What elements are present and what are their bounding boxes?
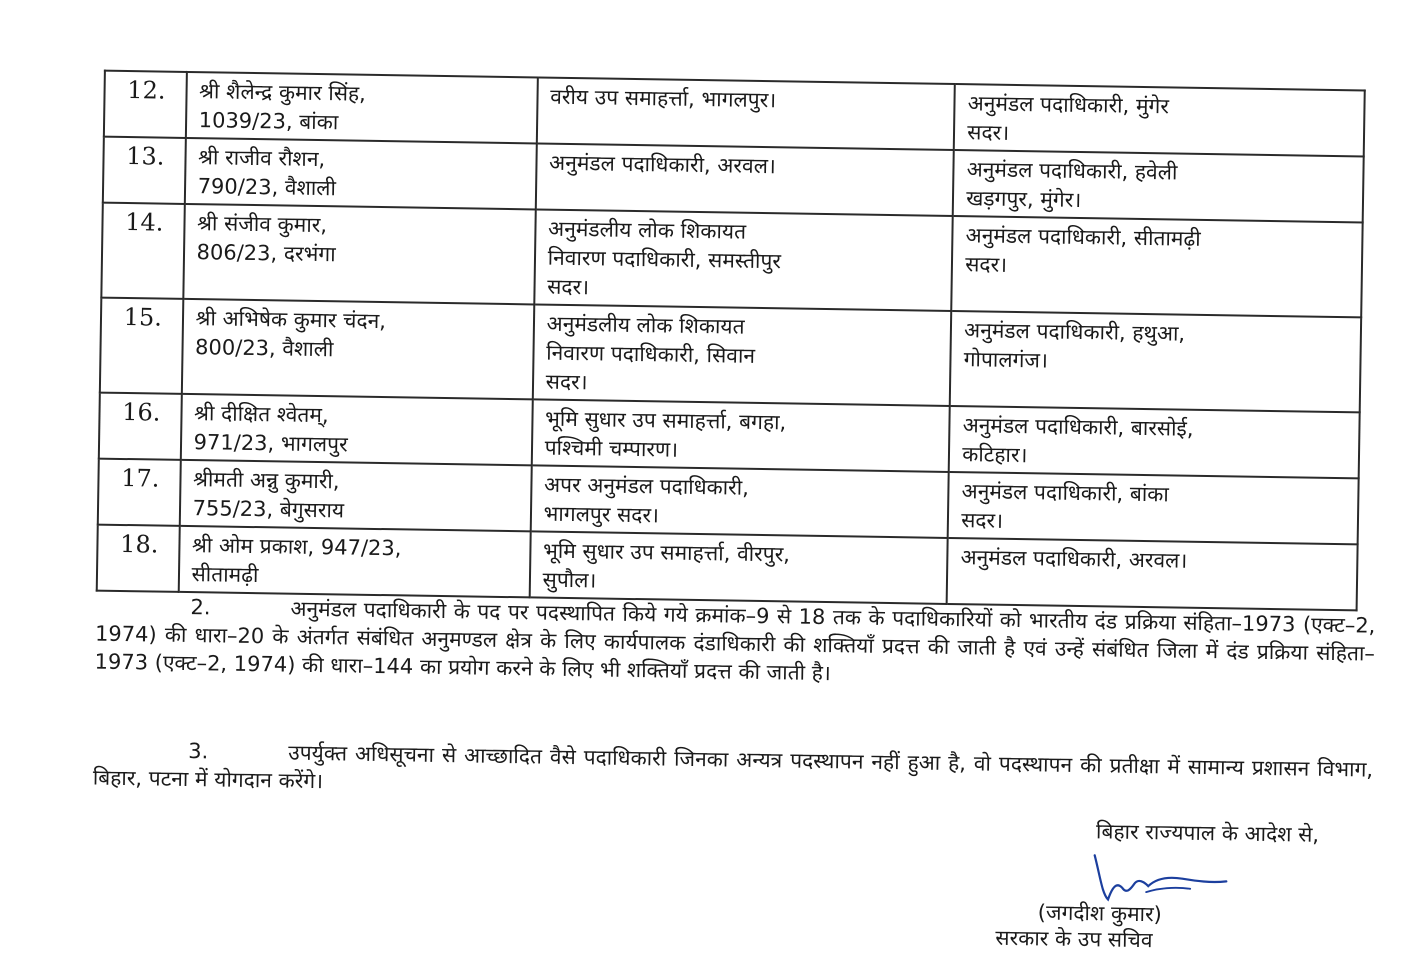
- current-post-cell-line: सुपौल।: [542, 567, 597, 593]
- new-post-cell: [947, 538, 1358, 610]
- row-number: 15.: [100, 298, 183, 394]
- new-post-cell-line: सदर।: [967, 120, 1010, 145]
- new-post-cell-line: अनुमंडल पदाधिकारी, हथुआ,: [963, 318, 1186, 346]
- new-post-cell-line: अनुमंडल पदाधिकारी, सीतामढ़ी: [965, 223, 1201, 251]
- current-post-cell: [530, 465, 949, 538]
- current-post-cell-line: सदर।: [545, 369, 588, 395]
- officer-name-cell: [185, 72, 537, 144]
- officer-name-cell-line: 806/23, दरभंगा: [196, 240, 336, 267]
- new-post-cell-line: अनुमंडल पदाधिकारी, मुंगेर: [967, 91, 1170, 119]
- current-post-cell: [535, 143, 954, 216]
- officer-name-cell-line: श्री शैलेन्द्र कुमार सिंह,: [198, 79, 367, 106]
- paragraph-3-number: 3.: [188, 739, 209, 764]
- row-number: 14.: [101, 203, 184, 299]
- new-post-cell: [948, 472, 1359, 544]
- new-post-cell: [951, 216, 1362, 317]
- current-post-cell: [536, 77, 955, 150]
- new-post-cell: [949, 406, 1360, 478]
- officer-name-cell: [179, 460, 531, 532]
- officer-name-cell-line: श्रीमती अन्नु कुमारी,: [192, 467, 340, 494]
- officer-name-cell-line: 790/23, वैशाली: [197, 174, 337, 201]
- order-line: बिहार राज्यपाल के आदेश से,: [1095, 819, 1320, 847]
- current-post-cell-line: निवारण पदाधिकारी, सिवान: [545, 340, 756, 368]
- current-post-cell-line: भागलपुर सदर।: [543, 501, 660, 528]
- new-post-cell-line: सदर।: [965, 252, 1008, 277]
- officer-name-cell: [180, 394, 532, 466]
- current-post-cell-line: निवारण पदाधिकारी, समस्तीपुर: [547, 245, 782, 274]
- officer-name-cell-line: श्री ओम प्रकाश, 947/23,: [191, 533, 402, 561]
- current-post-cell-line: भूमि सुधार उप समाहर्त्ता, वीरपुर,: [542, 538, 791, 567]
- officer-name-cell-line: 1039/23, बांका: [198, 108, 339, 135]
- current-post-cell-line: अनुमंडल पदाधिकारी, अरवल।: [548, 150, 777, 179]
- posting-table-body: [97, 71, 1365, 611]
- officer-name-cell-line: 971/23, भागलपुर: [193, 430, 348, 457]
- new-post-cell-line: अनुमंडल पदाधिकारी, बारसोई,: [962, 413, 1194, 441]
- current-post-cell: [532, 304, 951, 406]
- row-number: 13.: [103, 137, 186, 204]
- new-post-cell-line: अनुमंडल पदाधिकारी, अरवल।: [960, 545, 1188, 573]
- new-post-cell: [953, 150, 1364, 222]
- row-number: 12.: [104, 71, 187, 138]
- current-post-cell-line: अनुमंडलीय लोक शिकायत: [546, 311, 745, 339]
- new-post-cell: [950, 311, 1361, 412]
- current-post-cell-line: पश्चिमी चम्पारण।: [544, 435, 679, 462]
- paragraph-3-text: उपर्युक्त अधिसूचना से आच्छादित वैसे पदाधिकारी जिनका अन्यत्र पदस्थापन नहीं हुआ है, वो पदस्थापन की प्रतीक्षा में सामान्य प्रशासन विभाग, बिहार, पटना में योगदान करेंगे।: [92, 740, 1374, 794]
- current-post-cell-line: अपर अनुमंडल पदाधिकारी,: [543, 472, 750, 500]
- paragraph-2-text: अनुमंडल पदाधिकारी के पद पर पदस्थापित किये गये क्रमांक–9 से 18 तक के पदाधिकारियों को भारतीय दंड प्रक्रिया संहिता–1973 (एक्ट–2, 1974) की धारा–20 के अंतर्गत संबंधित अनुमण्डल क्षेत्र के लिए कार्यपालक दंडाधिकारी की शक्तियाँ प्रदत्त की जाती है एवं उन्हें संबंधित जिला में दंड प्रक्रिया संहिता–1973 (एक्ट–2, 1974) की धारा–144 का प्रयोग करने के लिए भी शक्तियाँ प्रदत्त की जाती है।: [94, 596, 1376, 686]
- new-post-cell-line: खड़गपुर, मुंगेर।: [966, 186, 1082, 213]
- signer-name: (जगदीश कुमार): [1037, 900, 1163, 927]
- officer-name-cell-line: 755/23, बेगुसराय: [192, 496, 345, 523]
- paragraph-3: [93, 736, 1374, 812]
- new-post-cell-line: अनुमंडल पदाधिकारी, हवेली: [966, 157, 1178, 185]
- officer-name-cell-line: श्री अभिषेक कुमार चंदन,: [195, 306, 387, 334]
- current-post-cell-line: वरीय उप समाहर्त्ता, भागलपुर।: [550, 84, 777, 113]
- current-post-cell: [534, 209, 953, 311]
- new-post-cell-line: अनुमंडल पदाधिकारी, बांका: [961, 479, 1170, 507]
- row-number: 18.: [97, 525, 180, 592]
- officer-name-cell-line: 800/23, वैशाली: [194, 335, 334, 362]
- current-post-cell-line: भूमि सुधार उप समाहर्त्ता, बगहा,: [544, 406, 787, 435]
- current-post-cell: [531, 399, 950, 472]
- new-post-cell-line: सदर।: [960, 508, 1004, 533]
- new-post-cell-line: गोपालगंज।: [963, 347, 1049, 373]
- officer-name-cell-line: श्री संजीव कुमार,: [196, 211, 328, 238]
- row-number: 17.: [98, 459, 181, 526]
- posting-table: [96, 70, 1366, 612]
- paragraph-2-number: 2.: [190, 595, 211, 620]
- officer-name-cell: [181, 299, 534, 400]
- officer-name-cell-line: सीतामढ़ी: [191, 562, 259, 588]
- current-post-cell: [529, 531, 948, 604]
- new-post-cell-line: कटिहार।: [962, 442, 1028, 468]
- current-post-cell-line: अनुमंडलीय लोक शिकायत: [547, 216, 747, 244]
- officer-name-cell-line: श्री दीक्षित श्वेतम्,: [193, 401, 329, 428]
- officer-name-cell: [184, 138, 536, 210]
- new-post-cell: [954, 84, 1365, 156]
- officer-name-cell: [183, 204, 536, 305]
- officer-name-cell-line: श्री राजीव रौशन,: [197, 145, 326, 172]
- row-number: 16.: [99, 393, 182, 460]
- signer-designation: सरकार के उप सचिव: [995, 925, 1153, 953]
- current-post-cell-line: सदर।: [547, 274, 590, 300]
- officer-name-cell: [178, 526, 530, 598]
